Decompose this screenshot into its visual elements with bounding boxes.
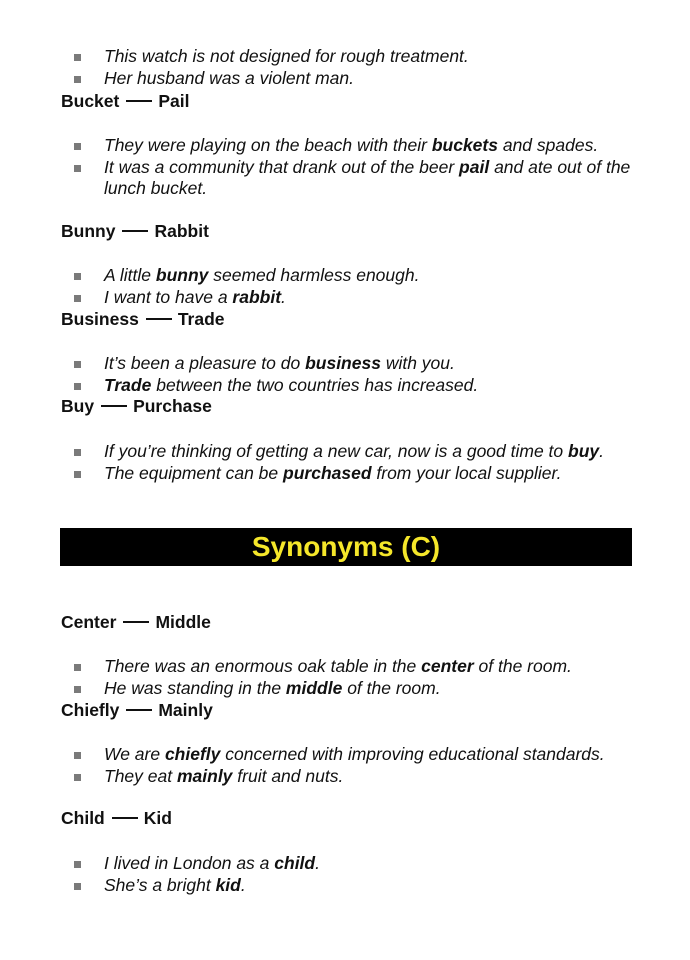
highlighted-word: rabbit xyxy=(232,286,282,307)
synonym: Middle xyxy=(155,612,211,632)
dash-separator xyxy=(126,709,152,711)
section-banner xyxy=(60,528,632,566)
synonym-heading xyxy=(61,91,190,112)
synonym-heading xyxy=(61,700,213,721)
sentence-text: They eat xyxy=(104,765,177,786)
sentence-text: This watch is not designed for rough treatment. xyxy=(104,46,469,66)
highlighted-word: buy xyxy=(568,441,600,461)
synonym: Purchase xyxy=(133,396,212,416)
sentence-text: . xyxy=(599,441,605,461)
highlighted-word: bunny xyxy=(155,265,209,285)
synonym: Rabbit xyxy=(154,221,209,241)
synonym: Mainly xyxy=(158,700,213,720)
word: Bunny xyxy=(61,221,116,241)
sentence-list xyxy=(74,656,634,699)
sentence-list xyxy=(74,441,634,484)
highlighted-word: child xyxy=(274,853,316,873)
sentence-text: with you. xyxy=(380,353,455,373)
example-sentence xyxy=(74,853,634,875)
sentence-text: fruit and nuts. xyxy=(232,765,344,786)
highlighted-word: mainly xyxy=(176,765,233,786)
sentence-text: We are xyxy=(104,744,165,764)
sentence-text: and spades. xyxy=(497,135,599,155)
sentence-list xyxy=(74,135,634,200)
example-sentence xyxy=(74,135,634,157)
highlighted-word: purchased xyxy=(283,462,372,483)
synonym-heading xyxy=(61,221,209,242)
sentence-text: It’s been a pleasure to do xyxy=(104,353,306,373)
dash-separator xyxy=(146,318,172,320)
example-sentence xyxy=(74,875,634,897)
highlighted-word: pail xyxy=(459,156,490,177)
example-sentence xyxy=(74,678,634,700)
example-sentence xyxy=(74,287,634,309)
example-sentence xyxy=(74,656,634,678)
highlighted-word: middle xyxy=(285,677,343,698)
sentence-text: If you’re thinking of getting a new car, now is a good time to xyxy=(104,441,569,461)
sentence-text: A little xyxy=(104,265,156,285)
sentence-text: They were playing on the beach with their xyxy=(104,135,432,155)
example-sentence xyxy=(74,157,634,200)
sentence-list xyxy=(74,744,634,787)
sentence-text: Her husband was a violent man. xyxy=(104,67,354,88)
highlighted-word: buckets xyxy=(431,135,498,155)
synonym-heading xyxy=(61,808,172,829)
sentence-text: and ate out of the lunch bucket. xyxy=(104,156,631,198)
example-sentence xyxy=(74,68,634,90)
example-sentence xyxy=(74,463,634,485)
example-sentence xyxy=(74,265,634,287)
word: Child xyxy=(61,808,105,828)
sentence-list xyxy=(74,853,634,896)
example-sentence xyxy=(74,353,634,375)
sentence-text: . xyxy=(240,874,246,895)
sentence-text: between the two countries has increased. xyxy=(151,374,479,395)
dash-separator xyxy=(101,405,127,407)
synonym: Pail xyxy=(158,91,190,111)
highlighted-word: business xyxy=(305,353,381,373)
word: Business xyxy=(61,309,139,329)
sentence-text: from your local supplier. xyxy=(371,462,562,483)
sentence-text: seemed harmless enough. xyxy=(208,265,420,285)
sentence-text: of the room. xyxy=(473,656,572,676)
synonym-heading xyxy=(61,612,211,633)
sentence-text: concerned with improving educational standards. xyxy=(220,744,605,764)
synonym: Kid xyxy=(143,808,172,828)
sentence-list xyxy=(74,353,634,396)
sentence-list xyxy=(74,265,634,308)
example-sentence xyxy=(74,46,634,68)
sentence-text: The equipment can be xyxy=(104,462,284,483)
word: Center xyxy=(61,612,117,632)
sentence-text: . xyxy=(281,286,286,307)
sentence-text: She’s a bright xyxy=(104,874,216,895)
dash-separator xyxy=(112,817,138,819)
synonym: Trade xyxy=(177,309,225,329)
example-sentence xyxy=(74,744,634,766)
sentence-text: He was standing in the xyxy=(104,677,286,698)
sentence-text: It was a community that drank out of the beer xyxy=(104,156,460,177)
sentence-list xyxy=(74,46,634,89)
synonym-heading xyxy=(61,309,225,330)
example-sentence xyxy=(74,441,634,463)
highlighted-word: Trade xyxy=(104,374,152,395)
word: Chiefly xyxy=(61,700,120,720)
highlighted-word: chiefly xyxy=(164,744,221,764)
dash-separator xyxy=(122,230,148,232)
highlighted-word: center xyxy=(421,656,474,676)
word: Buy xyxy=(61,396,95,416)
word: Bucket xyxy=(61,91,120,111)
sentence-text: of the room. xyxy=(342,677,441,698)
sentence-text: There was an enormous oak table in the xyxy=(104,656,422,676)
section-title: Synonyms (C) xyxy=(251,531,441,562)
sentence-text: I want to have a xyxy=(104,286,233,307)
dash-separator xyxy=(126,100,152,102)
dash-separator xyxy=(123,621,149,623)
highlighted-word: kid xyxy=(215,874,241,895)
synonym-heading xyxy=(61,396,212,417)
example-sentence xyxy=(74,766,634,788)
example-sentence xyxy=(74,375,634,397)
sentence-text: . xyxy=(315,853,320,873)
sentence-text: I lived in London as a xyxy=(104,853,275,873)
